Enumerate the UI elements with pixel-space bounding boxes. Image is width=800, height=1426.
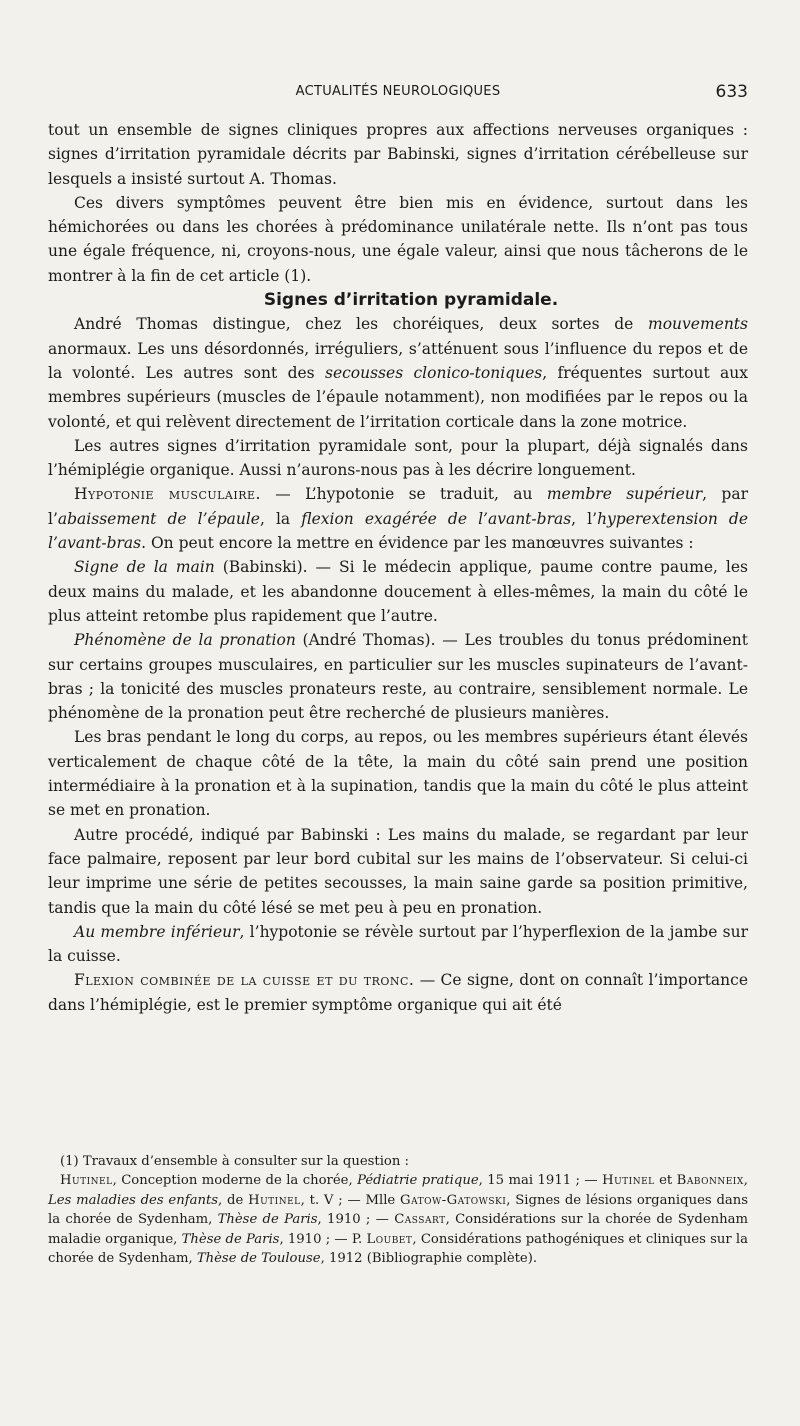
footnotes bbox=[48, 1152, 748, 1268]
subheading-signe-main: Signe de la main bbox=[74, 558, 215, 577]
section-title: Signes d’irritation pyramidale. bbox=[263, 290, 559, 311]
paragraph-membre-inferieur: Au membre inférieur, l’hypotonie se révèle surtout par l’hyperflexion de la jambe sur la cuisse. bbox=[48, 922, 748, 966]
paragraph-3: André Thomas distingue, chez les choréiques, deux sortes de mouvements anormaux. Les uns désordonnés, irréguliers, s’atténuent sous l’influence du repos et de la volonté. Les autres sont des secousses clonico-toniques, fréquentes surtout aux membres supérieurs (muscles de l’épaule notamment), non modifiées par le repos ou la volonté, et qui relèvent directement de l’irritation corticale dans la zone motrice. bbox=[48, 315, 749, 431]
subheading-pronation: Phénomène de la pronation bbox=[74, 631, 296, 650]
footnote-references: Hutinel, Conception moderne de la chorée, Pédiatrie pratique, 15 mai 1911 ; — Hutinel et Babonneix, Les maladies des enfants, de Hutinel, t. V ; — Mlle Gatow-Gatowski, Signes de lésions organiques dans la chorée de Sydenham, Thèse de Paris, 1910 ; — Cassart, Considérations sur la chorée de Sydenham maladie organique, Thèse de Paris, 1910 ; — P. Loubet, Considérations pathogéniques et cliniques sur la chorée de Sydenham, Thèse de Toulouse, 1912 (Bibliographie complète). bbox=[48, 1173, 749, 1267]
paragraph-hypotonie: Hypotonie musculaire. — L’hypotonie se traduit, au membre supérieur, par l’abaissement de l’épaule, la flexion exagérée de l’avant-bras, l’hyperextension de l’avant-bras. On peut encore la mettre en évidence par les manœuvres suivantes : bbox=[48, 485, 748, 553]
body-text bbox=[48, 118, 748, 1017]
paragraph-4: Les autres signes d’irritation pyramidale sont, pour la plupart, déjà signalés dans l’hémiplégie organique. Aussi n’aurons-nous pas à les décrire longuement. bbox=[48, 436, 748, 480]
page-header bbox=[48, 84, 748, 108]
paragraph-1: tout un ensemble de signes cliniques propres aux affections nerveuses organiques : signes d’irritation pyramidale décrits par Babinski, signes d’irritation cérébelleuse sur lesquels a insisté surtout A. Thomas. bbox=[48, 121, 748, 188]
paragraph-pronation: Phénomène de la pronation (André Thomas). — Les troubles du tonus prédominent sur certains groupes musculaires, en particulier sur les muscles supinateurs de l’avant-bras ; la tonicité des muscles pronateurs reste, au contraire, sensiblement normale. Le phénomène de la pronation peut être recherché de plusieurs manières. bbox=[48, 631, 748, 723]
running-title: ACTUALITÉS NEUROLOGIQUES bbox=[295, 84, 501, 99]
subheading-hypotonie: Hypotonie musculaire. bbox=[74, 485, 261, 504]
paragraph-2: Ces divers symptômes peuvent être bien mis en évidence, surtout dans les hémichorées ou dans les chorées à prédominance unilatérale nette. Ils n’ont pas tous une égale fréquence, ni, croyons-nous, une égale valeur, ainsi que nous tâcherons de le montrer à la fin de cet article (1). bbox=[48, 193, 748, 285]
paragraph-flexion: Flexion combinée de la cuisse et du tronc. — Ce signe, dont on connaît l’importance dans l’hémiplégie, est le premier symptôme organique qui ait été bbox=[48, 971, 748, 1014]
page-number: 633 bbox=[715, 82, 748, 102]
subheading-flexion: Flexion combinée de la cuisse et du tronc. bbox=[74, 971, 415, 990]
footnote-heading: (1) Travaux d’ensemble à consulter sur la question : bbox=[60, 1154, 410, 1169]
paragraph-signe-main: Signe de la main (Babinski). — Si le médecin applique, paume contre paume, les deux mains du malade, et les abandonne doucement à elles-mêmes, la main du côté le plus atteint retombe plus rapidement que l’autre. bbox=[48, 558, 748, 625]
paragraph-8: Les bras pendant le long du corps, au repos, ou les membres supérieurs étant élevés verticalement de chaque côté de la tête, la main du côté sain prend une position intermédiaire à la pronation et à la supination, tandis que la main du côté le plus atteint se met en pronation. bbox=[48, 728, 748, 820]
paragraph-9: Autre procédé, indiqué par Babinski : Les mains du malade, se regardant par leur face palmaire, reposent par leur bord cubital sur les mains de l’observateur. Si celui-ci leur imprime une série de petites secousses, la main saine garde sa position primitive, tandis que la main du côté lésé se met peu à peu en pronation. bbox=[48, 825, 748, 917]
